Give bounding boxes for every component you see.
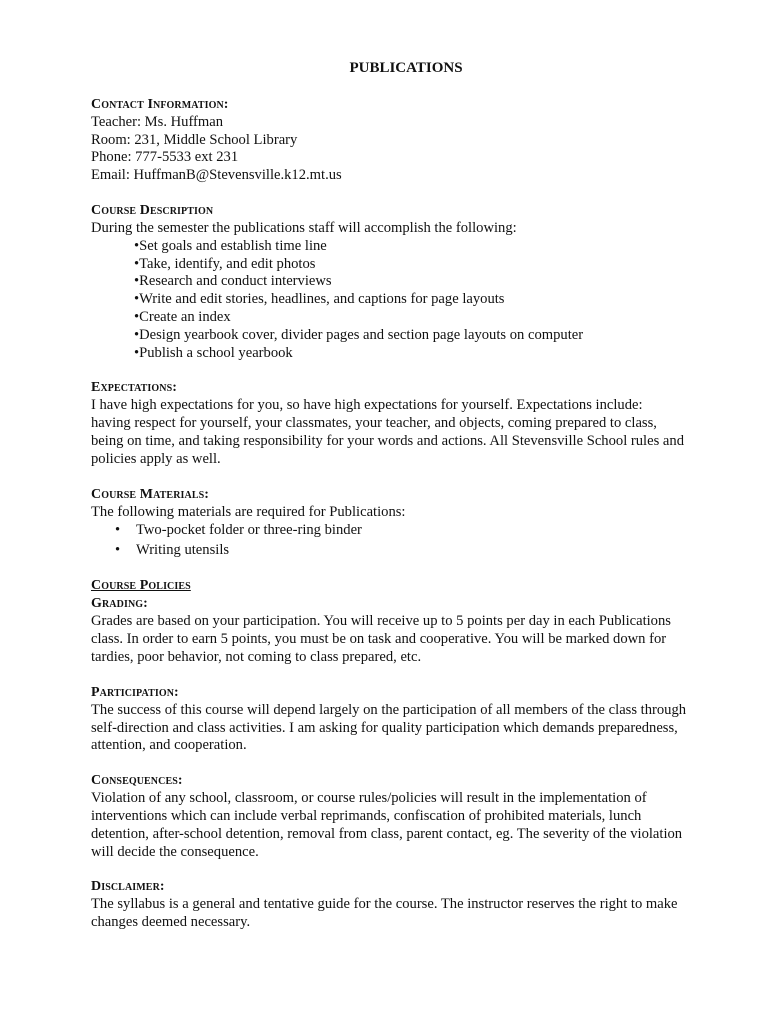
description-intro: During the semester the publications staff will accomplish the following: [91, 219, 517, 236]
syllabus-page [91, 60, 721, 949]
policies-heading: Course Policies [91, 578, 191, 594]
list-item-text: Research and conduct interviews [139, 273, 332, 290]
room-line: Room: 231, Middle School Library [91, 131, 298, 148]
materials-intro: The following materials are required for Publications: [91, 503, 406, 520]
email-line: Email: HuffmanB@Stevensville.k12.mt.us [91, 167, 342, 184]
page-title: PUBLICATIONS [349, 60, 463, 76]
paragraph-line: changes deemed necessary. [91, 914, 251, 931]
list-item [134, 273, 721, 291]
description-heading: Course Description [91, 202, 214, 218]
description-list [91, 238, 721, 363]
paragraph-line: The syllabus is a general and tentative guide for the course. The instructor reserves the right to make [91, 896, 678, 913]
description-section [91, 202, 721, 362]
list-item-text: Take, identify, and edit photos [139, 255, 316, 272]
disclaimer-heading: Disclaimer: [91, 879, 165, 895]
grading-heading: Grading: [91, 596, 148, 612]
materials-section [91, 486, 721, 561]
list-item [134, 256, 721, 274]
grading-section [91, 577, 721, 666]
paragraph-line: self-direction and class activities. I am asking for quality participation which demands preparedness, [91, 719, 678, 736]
teacher-line: Teacher: Ms. Huffman [91, 113, 224, 130]
paragraph-line: attention, and cooperation. [91, 737, 247, 754]
disclaimer-section [91, 878, 721, 932]
paragraph-line: tardies, poor behavior, not coming to class prepared, etc. [91, 648, 422, 665]
paragraph-line: I have high expectations for you, so have high expectations for yourself. Expectations include: [91, 397, 643, 414]
paragraph-line: The success of this course will depend largely on the participation of all members of the class through [91, 701, 687, 718]
expectations-section [91, 379, 721, 468]
paragraph-line: will decide the consequence. [91, 843, 259, 860]
paragraph-line: being on time, and taking responsibility for your words and actions. All Stevensville School rules and [91, 432, 684, 449]
list-item-text: Publish a school yearbook [139, 344, 293, 361]
list-item [134, 291, 721, 309]
materials-heading: Course Materials: [91, 486, 210, 502]
phone-line: Phone: 777-5533 ext 231 [91, 149, 239, 166]
participation-heading: Participation: [91, 684, 179, 700]
list-item [134, 345, 721, 363]
list-item-text: Writing utensils [136, 541, 230, 558]
list-item [134, 238, 721, 256]
contact-heading: Contact Information: [91, 96, 229, 112]
list-item-text: Write and edit stories, headlines, and captions for page layouts [139, 291, 505, 308]
list-item-text: Create an index [139, 308, 231, 325]
consequences-heading: Consequences: [91, 773, 183, 789]
materials-list [91, 521, 721, 560]
list-item [134, 309, 721, 327]
consequences-section [91, 772, 721, 861]
paragraph-line: class. In order to earn 5 points, you must be on task and cooperative. You will be marked down for [91, 631, 667, 648]
list-item [91, 521, 721, 541]
paragraph-line: Violation of any school, classroom, or course rules/policies will result in the implementation of [91, 790, 647, 807]
paragraph-line: detention, after-school detention, removal from class, parent contact, eg. The severity of the violation [91, 825, 683, 842]
list-item [134, 327, 721, 345]
paragraph-line: policies apply as well. [91, 450, 221, 467]
list-item-text: Design yearbook cover, divider pages and section page layouts on computer [139, 326, 584, 343]
paragraph-line: Grades are based on your participation. You will receive up to 5 points per day in each Publications [91, 613, 671, 630]
list-item [91, 541, 721, 561]
paragraph-line: having respect for yourself, your classmates, your teacher, and objects, coming prepared to class, [91, 415, 657, 432]
list-item-text: Two-pocket folder or three-ring binder [136, 522, 362, 539]
expectations-heading: Expectations: [91, 380, 178, 396]
paragraph-line: interventions which can include verbal reprimands, confiscation of prohibited materials, lunch [91, 807, 642, 824]
participation-section [91, 684, 721, 755]
contact-section [91, 96, 721, 185]
list-item-text: Set goals and establish time line [139, 237, 327, 254]
